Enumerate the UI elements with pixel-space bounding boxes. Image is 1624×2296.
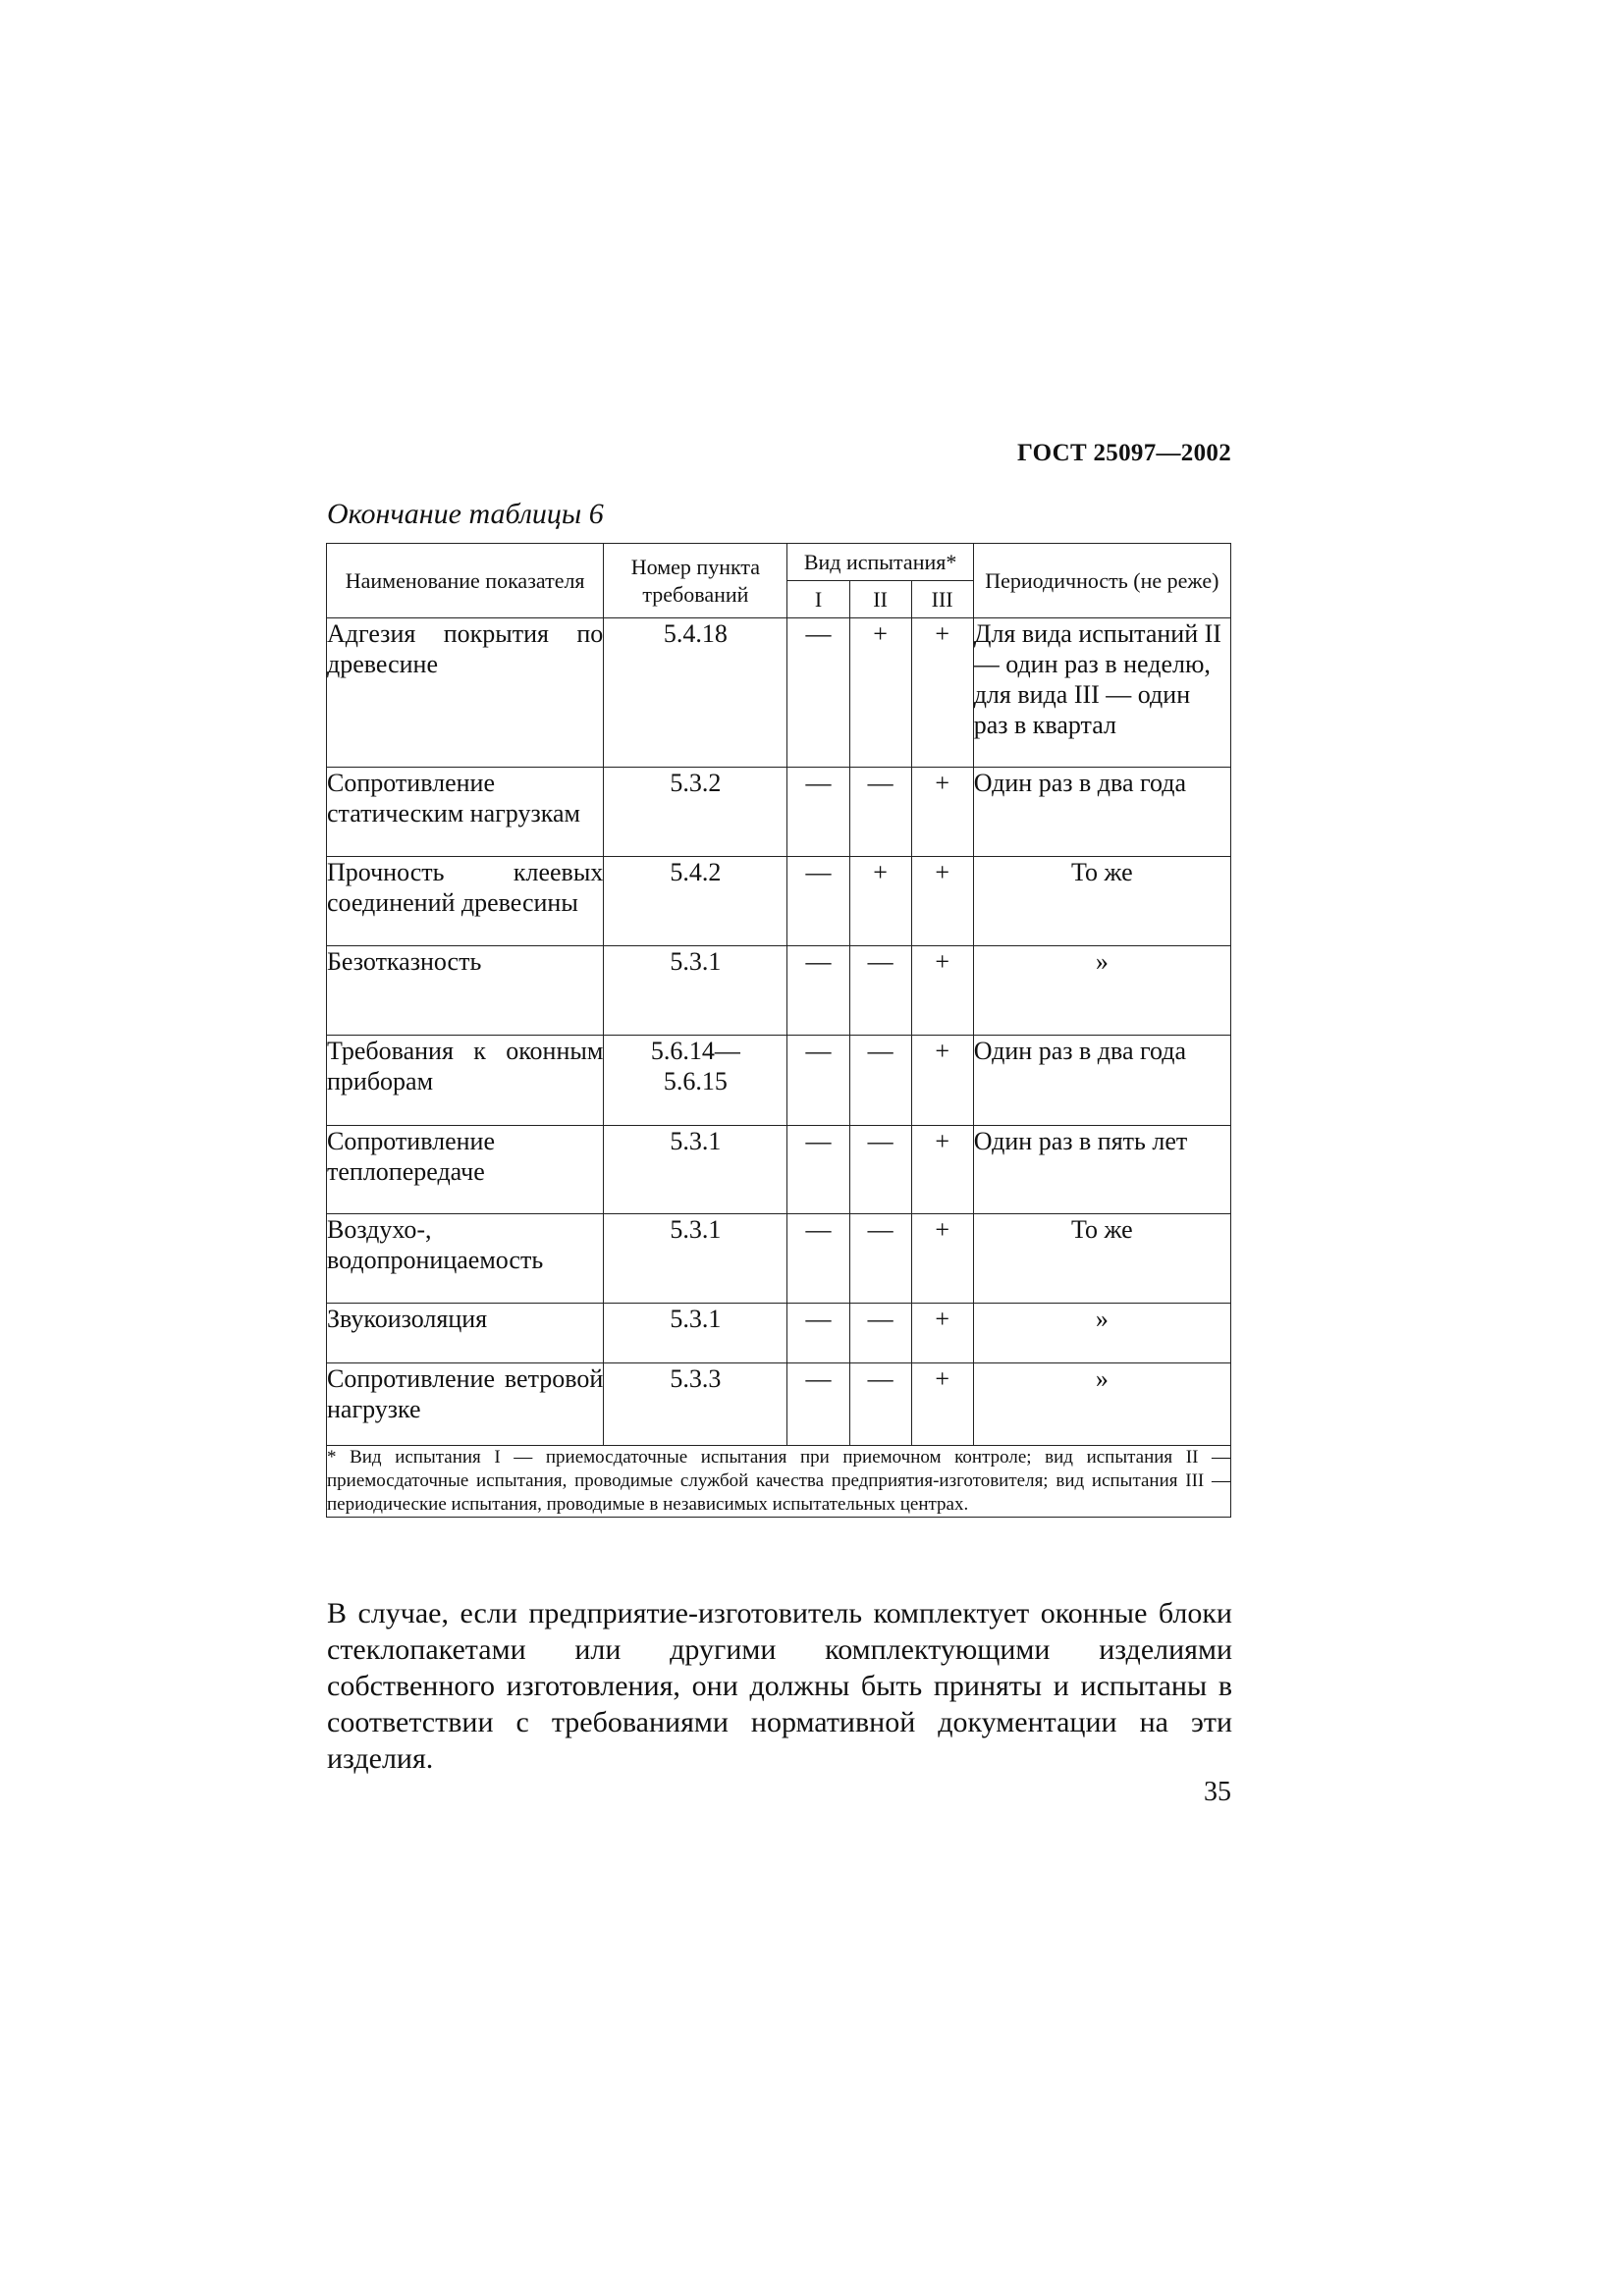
row-test-1: — xyxy=(787,1126,849,1214)
row-test-1: — xyxy=(787,1363,849,1446)
table-row xyxy=(327,1036,1231,1126)
row-test-3: + xyxy=(911,946,973,1036)
row-test-1: — xyxy=(787,1304,849,1363)
row-periodicity: Один раз в пять лет xyxy=(973,1126,1230,1214)
row-periodicity: Для вида испытаний II — один раз в неделю, для вида III — один раз в квартал xyxy=(973,618,1230,768)
row-name: Адгезия покрытия по древесине xyxy=(327,618,604,768)
header-test-col-2: II xyxy=(849,581,911,618)
row-ref: 5.4.2 xyxy=(604,857,787,946)
row-test-3: + xyxy=(911,1036,973,1126)
row-ref: 5.4.18 xyxy=(604,618,787,768)
table-footnote: * Вид испытания I — приемосдаточные испытания при приемочном контроле; вид испытания II — приемосдаточные испытания, проводимые службой качества предприятия-изготовителя; вид испытания III — периодические испытания, проводимые в независимых испытательных центрах. xyxy=(327,1446,1231,1518)
row-name: Воздухо-, водопроницаемость xyxy=(327,1214,604,1304)
row-test-1: — xyxy=(787,618,849,768)
row-periodicity: То же xyxy=(973,1214,1230,1304)
header-ref: Номер пункта требований xyxy=(604,544,787,618)
footnote-row xyxy=(327,1446,1231,1518)
header-test-col-3: III xyxy=(911,581,973,618)
table-caption: Окончание таблицы 6 xyxy=(327,498,604,530)
row-test-1: — xyxy=(787,1214,849,1304)
row-name: Сопротивление статическим нагрузкам xyxy=(327,768,604,857)
table-row xyxy=(327,1214,1231,1304)
row-name: Требования к оконным приборам xyxy=(327,1036,604,1126)
row-test-3: + xyxy=(911,1214,973,1304)
table-row xyxy=(327,1126,1231,1214)
row-name: Безотказность xyxy=(327,946,604,1036)
row-test-1: — xyxy=(787,768,849,857)
row-ref: 5.3.1 xyxy=(604,1304,787,1363)
row-test-3: + xyxy=(911,618,973,768)
row-name: Сопротивление ветровой нагрузке xyxy=(327,1363,604,1446)
table-row xyxy=(327,857,1231,946)
requirements-table xyxy=(326,543,1231,1518)
row-periodicity: » xyxy=(973,1304,1230,1363)
row-periodicity: Один раз в два года xyxy=(973,1036,1230,1126)
page-number: 35 xyxy=(1204,1777,1231,1807)
row-periodicity: » xyxy=(973,946,1230,1036)
row-test-1: — xyxy=(787,1036,849,1126)
row-test-3: + xyxy=(911,1304,973,1363)
row-ref: 5.3.2 xyxy=(604,768,787,857)
row-test-3: + xyxy=(911,857,973,946)
row-periodicity: То же xyxy=(973,857,1230,946)
row-ref: 5.3.1 xyxy=(604,946,787,1036)
row-ref: 5.3.3 xyxy=(604,1363,787,1446)
row-periodicity: Один раз в два года xyxy=(973,768,1230,857)
row-test-2: — xyxy=(849,1304,911,1363)
body-paragraph: В случае, если предприятие-изготовитель комплектует оконные блоки стеклопакетами или другими комплектующими изделиями собственного изготовления, они должны быть приняты и испытаны в соответствии с требованиями нормативной документации на эти изделия. xyxy=(327,1597,1232,1775)
row-test-1: — xyxy=(787,946,849,1036)
row-test-2: — xyxy=(849,1363,911,1446)
row-test-2: — xyxy=(849,1036,911,1126)
table-row xyxy=(327,1363,1231,1446)
header-test-col-1: I xyxy=(787,581,849,618)
table-row xyxy=(327,768,1231,857)
row-name: Прочность клеевых соединений древесины xyxy=(327,857,604,946)
document-code: ГОСТ 25097—2002 xyxy=(1016,440,1231,466)
row-test-1: — xyxy=(787,857,849,946)
table-row xyxy=(327,618,1231,768)
row-periodicity: » xyxy=(973,1363,1230,1446)
row-name: Звукоизоляция xyxy=(327,1304,604,1363)
row-test-2: — xyxy=(849,768,911,857)
header-test-type: Вид испытания* xyxy=(787,544,973,581)
row-test-2: — xyxy=(849,1126,911,1214)
header-periodicity: Периодичность (не реже) xyxy=(973,544,1230,618)
row-test-2: + xyxy=(849,618,911,768)
row-test-2: + xyxy=(849,857,911,946)
table-row xyxy=(327,946,1231,1036)
row-test-3: + xyxy=(911,768,973,857)
row-test-2: — xyxy=(849,946,911,1036)
row-ref: 5.3.1 xyxy=(604,1126,787,1214)
row-ref: 5.3.1 xyxy=(604,1214,787,1304)
row-name: Сопротивление теплопередаче xyxy=(327,1126,604,1214)
row-ref: 5.6.14—5.6.15 xyxy=(604,1036,787,1126)
table-row xyxy=(327,1304,1231,1363)
row-test-3: + xyxy=(911,1363,973,1446)
header-name: Наименование показателя xyxy=(327,544,604,618)
row-test-2: — xyxy=(849,1214,911,1304)
row-test-3: + xyxy=(911,1126,973,1214)
